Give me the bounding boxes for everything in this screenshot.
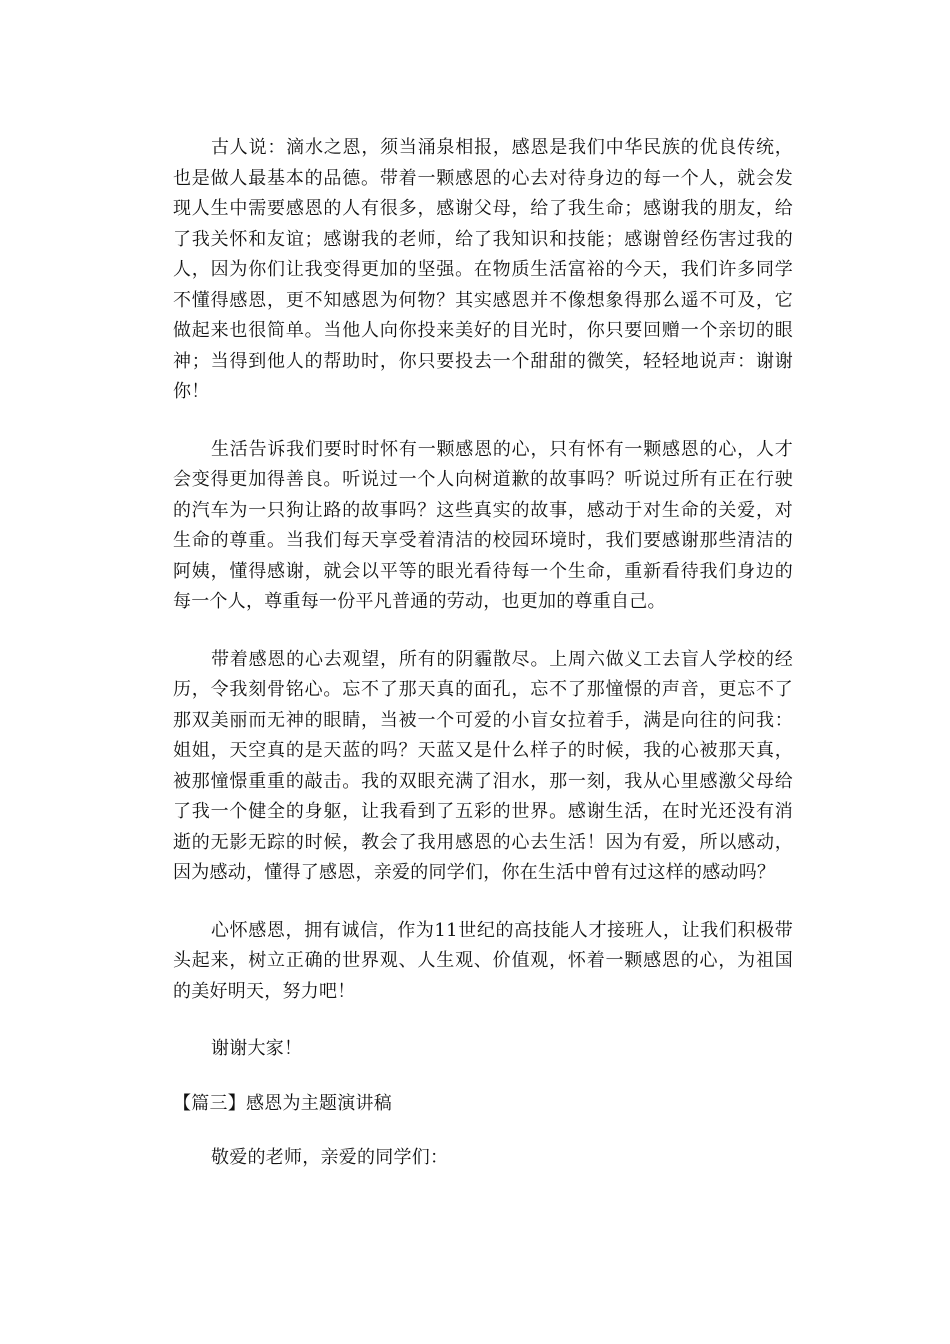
paragraph-call-to-action: 心怀感恩，拥有诚信，作为11世纪的高技能人才接班人，让我们积极带头起来，树立正确的世界观、人生观、价值观，怀着一颗感恩的心，为祖国的美好明天，努力吧！ [173, 919, 793, 1002]
document-body [173, 133, 793, 1198]
paragraph-gratitude-tradition: 古人说：滴水之恩，须当涌泉相报，感恩是我们中华民族的优良传统，也是做人最基本的品德。带着一颗感恩的心去对待身边的每一个人，就会发现人生中需要感恩的人有很多，感谢父母，给了我生命；感谢我的朋友，给了我关怀和友谊；感谢我的老师，给了我知识和技能；感谢曾经伤害过我的人，因为你们让我变得更加的坚强。在物质生活富裕的今天，我们许多同学不懂得感恩，更不知感恩为何物？其实感恩并不像想象得那么遥不可及，它做起来也很简单。当他人向你投来美好的目光时，你只要回赠一个亲切的眼神；当得到他人的帮助时，你只要投去一个甜甜的微笑，轻轻地说声：谢谢你！ [173, 137, 793, 402]
paragraph-grateful-heart: 生活告诉我们要时时怀有一颗感恩的心，只有怀有一颗感恩的心，人才会变得更加得善良。听说过一个人向树道歉的故事吗？听说过所有正在行驶的汽车为一只狗让路的故事吗？这些真实的故事，感动于对生命的关爱，对生命的尊重。当我们每天享受着清洁的校园环境时，我们要感谢那些清洁的阿姨，懂得感谢，就会以平等的眼光看待每一个生命，重新看待我们身边的每一个人，尊重每一份平凡普通的劳动，也更加的尊重自己。 [173, 438, 793, 612]
section-heading: 【篇三】感恩为主题演讲稿 [173, 1092, 392, 1114]
salutation: 敬爱的老师，亲爱的同学们： [211, 1147, 449, 1168]
paragraph-blind-school: 带着感恩的心去观望，所有的阴霾散尽。上周六做义工去盲人学校的经历，令我刻骨铭心。忘不了那天真的面孔，忘不了那憧憬的声音，更忘不了那双美丽而无神的眼睛，当被一个可爱的小盲女拉着手，满是向往的问我：姐姐，天空真的是天蓝的吗？天蓝又是什么样子的时候，我的心被那天真，被那憧憬重重的敲击。我的双眼充满了泪水，那一刻，我从心里感激父母给了我一个健全的身躯，让我看到了五彩的世界。感谢生活，在时光还没有消逝的无影无踪的时候，教会了我用感恩的心去生活！因为有爱，所以感动，因为感动，懂得了感恩，亲爱的同学们，你在生活中曾有过这样的感动吗？ [173, 648, 793, 883]
closing-thanks: 谢谢大家！ [211, 1038, 303, 1059]
